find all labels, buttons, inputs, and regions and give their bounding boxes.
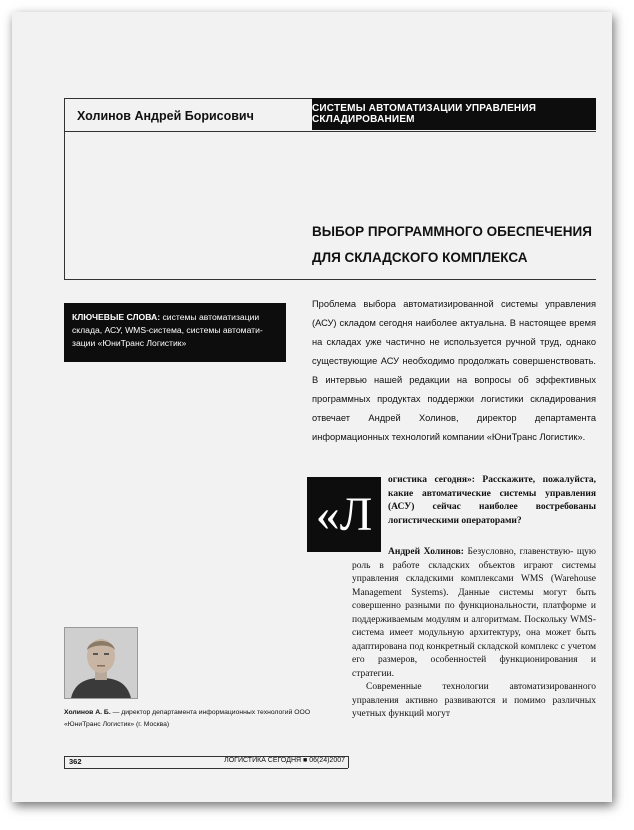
interview-question: огистика сегодня»: Расскажите, пожалуйста, какие автоматические системы управления (АСУ) сейчас наиболее востребованы логистическими операторами? [388, 475, 596, 526]
photo-caption [64, 707, 344, 731]
frame-line [64, 98, 312, 99]
keywords-box [64, 303, 286, 362]
drop-cap: «Л [307, 477, 381, 552]
footer-rule [64, 756, 65, 768]
section-banner: СИСТЕМЫ АВТОМАТИЗАЦИИ УПРАВЛЕНИЯ СКЛАДИРОВАНИЕМ [312, 98, 596, 130]
caption-text: — директор департамента информационных технологий ООО «ЮниТранс Логистик» (г. Москва) [64, 709, 311, 728]
portrait-image [65, 628, 137, 698]
answer-speaker: Андрей Холинов: [388, 547, 464, 557]
title-line: ДЛЯ СКЛАДСКОГО КОМПЛЕКСА [312, 250, 528, 265]
answer-paragraph [352, 546, 596, 681]
keywords-text: системы автоматизации склада, АСУ, WMS-система, системы автомати-зации «ЮниТранс Логистик» [72, 312, 263, 348]
article-body [352, 546, 596, 722]
page-number: 362 [69, 757, 82, 766]
keywords-label: КЛЮЧЕВЫЕ СЛОВА: [72, 312, 161, 322]
frame-line [64, 279, 596, 280]
author-name: Холинов Андрей Борисович [77, 109, 254, 123]
answer-text: щую роль в работе складских объектов играют системы управления складскими комплексами WMS (Warehouse Management Systems). Данные системы могут быть совершенно разными по функциональности, платформе и поддерживаемым модулям и алгоритмам. Поскольку WMS-система имеет модульную архитектуру, она может быть адаптирована под конкретный складской комплекс с учетом его размеров, особенностей функционирования и стратегии. [352, 547, 597, 679]
frame-line [64, 98, 65, 279]
magazine-page [12, 12, 612, 802]
lead-paragraph: Проблема выбора автоматизированной системы управления (АСУ) складом сегодня наиболее актуальна. В настоящее время на складах уже частично не используется ручной труд, однако существующие АСУ необходимо продолжать совершенствовать. В интервью нашей редакции на вопросы об эффективных программных продуктах поддержки логистики складирования отвечает Андрей Холинов, директор департамента информационных технологий компании «ЮниТранс Логистик». [312, 299, 596, 442]
caption-name: Холинов А. Б. [64, 709, 111, 716]
footer-rule [64, 768, 348, 769]
body-paragraph: Современные технологии автоматизированного управления активно развиваются и помимо различных учетных функций могут [352, 682, 596, 719]
frame-line [64, 131, 596, 132]
answer-start: Безусловно, главенствую- [467, 547, 574, 557]
title-line: ВЫБОР ПРОГРАММНОГО ОБЕСПЕЧЕНИЯ [312, 224, 592, 239]
footer-rule [348, 756, 349, 768]
magazine-issue: ЛОГИСТИКА СЕГОДНЯ ■ 06(24)2007 [224, 757, 345, 764]
article-title [312, 219, 602, 271]
author-photo [64, 627, 138, 699]
